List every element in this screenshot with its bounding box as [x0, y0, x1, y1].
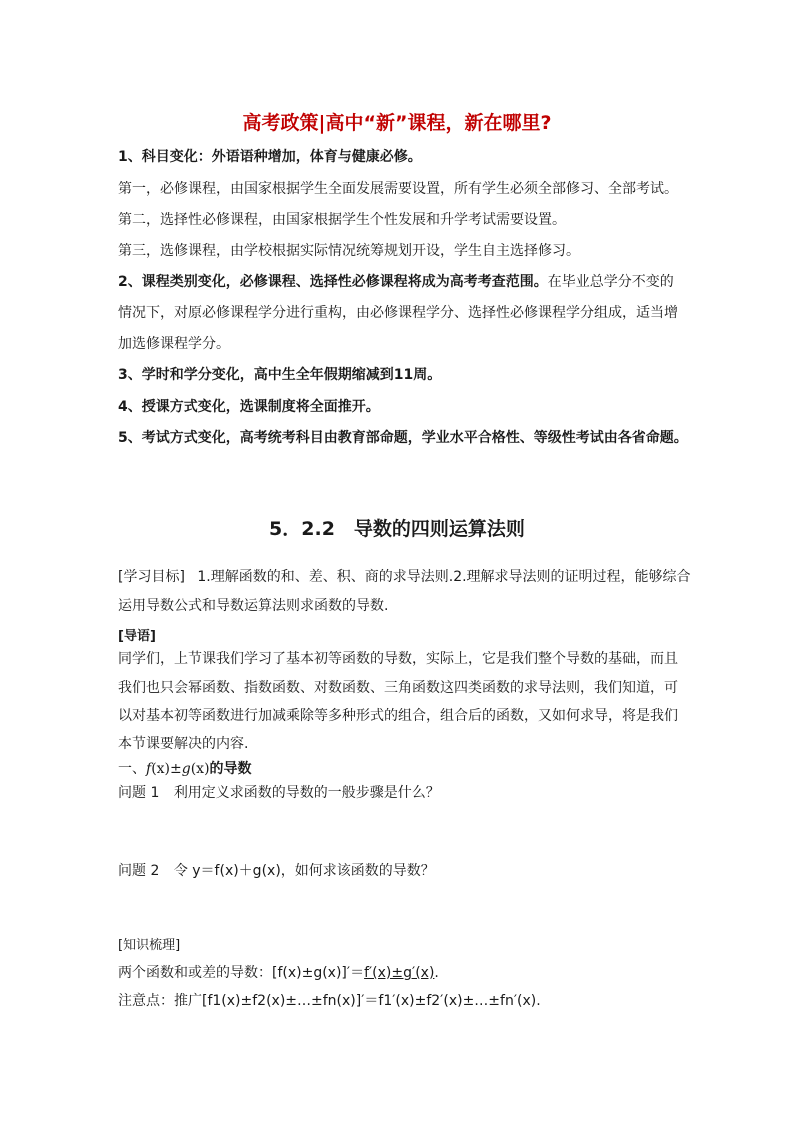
- question-2-text: 令 y＝f(x)＋g(x)，如何求该函数的导数？: [173, 863, 435, 879]
- policy-item-2-bold: 2、课程类别变化，必修课程、选择性必修课程将成为高考考查范围。: [118, 274, 548, 290]
- intro-line-4: 本节课要解决的内容.: [118, 736, 249, 752]
- learning-goals-line-1: [118, 566, 691, 586]
- intro-tag: [导语]: [118, 629, 156, 644]
- policy-paragraph-third: 第三，选修课程，由学校根据实际情况统筹规划开设，学生自主选择修习。: [118, 243, 580, 259]
- policy-paragraph-first: 第一，必修课程，由国家根据学生全面发展需要设置，所有学生必须全部修习、全部考试。: [118, 181, 678, 197]
- policy-item-1: 1、科目变化：外语语种增加，体育与健康必修。: [118, 149, 422, 165]
- question-2-label: 问题 2: [118, 863, 160, 879]
- policy-item-2-line-2: 情况下，对原必修课程学分进行重构，由必修课程学分、选择性必修课程学分组成，适当增: [118, 305, 678, 321]
- learning-goals-line-2: 运用导数公式和导数运算法则求函数的导数.: [118, 598, 389, 614]
- question-1: [118, 782, 440, 802]
- policy-title: 高考政策|高中“新”课程，新在哪里?: [242, 112, 552, 134]
- intro-line-1: 同学们，上节课我们学习了基本初等函数的导数，实际上，它是我们整个导数的基础，而且: [118, 651, 678, 667]
- lesson-heading: 5．2.2 导数的四则运算法则: [269, 518, 525, 540]
- knowledge-line-2: 注意点：推广[f1(x)±f2(x)±…±fn(x)]′＝f1′(x)±f2′(x)±…±fn′(x).: [118, 993, 541, 1009]
- policy-item-5: 5、考试方式变化，高考统考科目由教育部命题，学业水平合格性、等级性考试由各省命题。: [118, 430, 688, 446]
- policy-item-2: [118, 271, 674, 291]
- intro-line-3: 以对基本初等函数进行加减乘除等多种形式的组合，组合后的函数，又如何求导，将是我们: [118, 708, 678, 724]
- policy-item-3: 3、学时和学分变化，高中生全年假期缩减到11周。: [118, 367, 442, 383]
- policy-item-2-rest: 在毕业总学分不变的: [547, 274, 674, 290]
- question-1-text: 利用定义求函数的导数的一般步骤是什么？: [173, 785, 440, 801]
- knowledge-line-1: 两个函数和或差的导数：[f(x)±g(x)]′＝f′(x)±g′(x).: [118, 965, 439, 981]
- knowledge-answer: f′(x)±g′(x): [364, 965, 435, 981]
- learning-goals-tag: [学习目标]: [118, 569, 185, 585]
- policy-item-4: 4、授课方式变化，选课制度将全面推开。: [118, 399, 380, 415]
- section-1-heading: 一、f(x)±g(x)的导数: [118, 761, 252, 777]
- question-1-label: 问题 1: [118, 785, 160, 801]
- policy-paragraph-second: 第二，选择性必修课程，由国家根据学生个性发展和升学考试需要设置。: [118, 212, 566, 228]
- policy-item-2-line-3: 加选修课程学分。: [118, 336, 230, 352]
- question-2: [118, 860, 435, 880]
- intro-line-2: 我们也只会幂函数、指数函数、对数函数、三角函数这四类函数的求导法则，我们知道，可: [118, 680, 678, 696]
- knowledge-tag: [知识梳理]: [118, 938, 181, 953]
- learning-goals-text: 1.理解函数的和、差、积、商的求导法则.2.理解求导法则的证明过程，能够综合: [197, 569, 691, 585]
